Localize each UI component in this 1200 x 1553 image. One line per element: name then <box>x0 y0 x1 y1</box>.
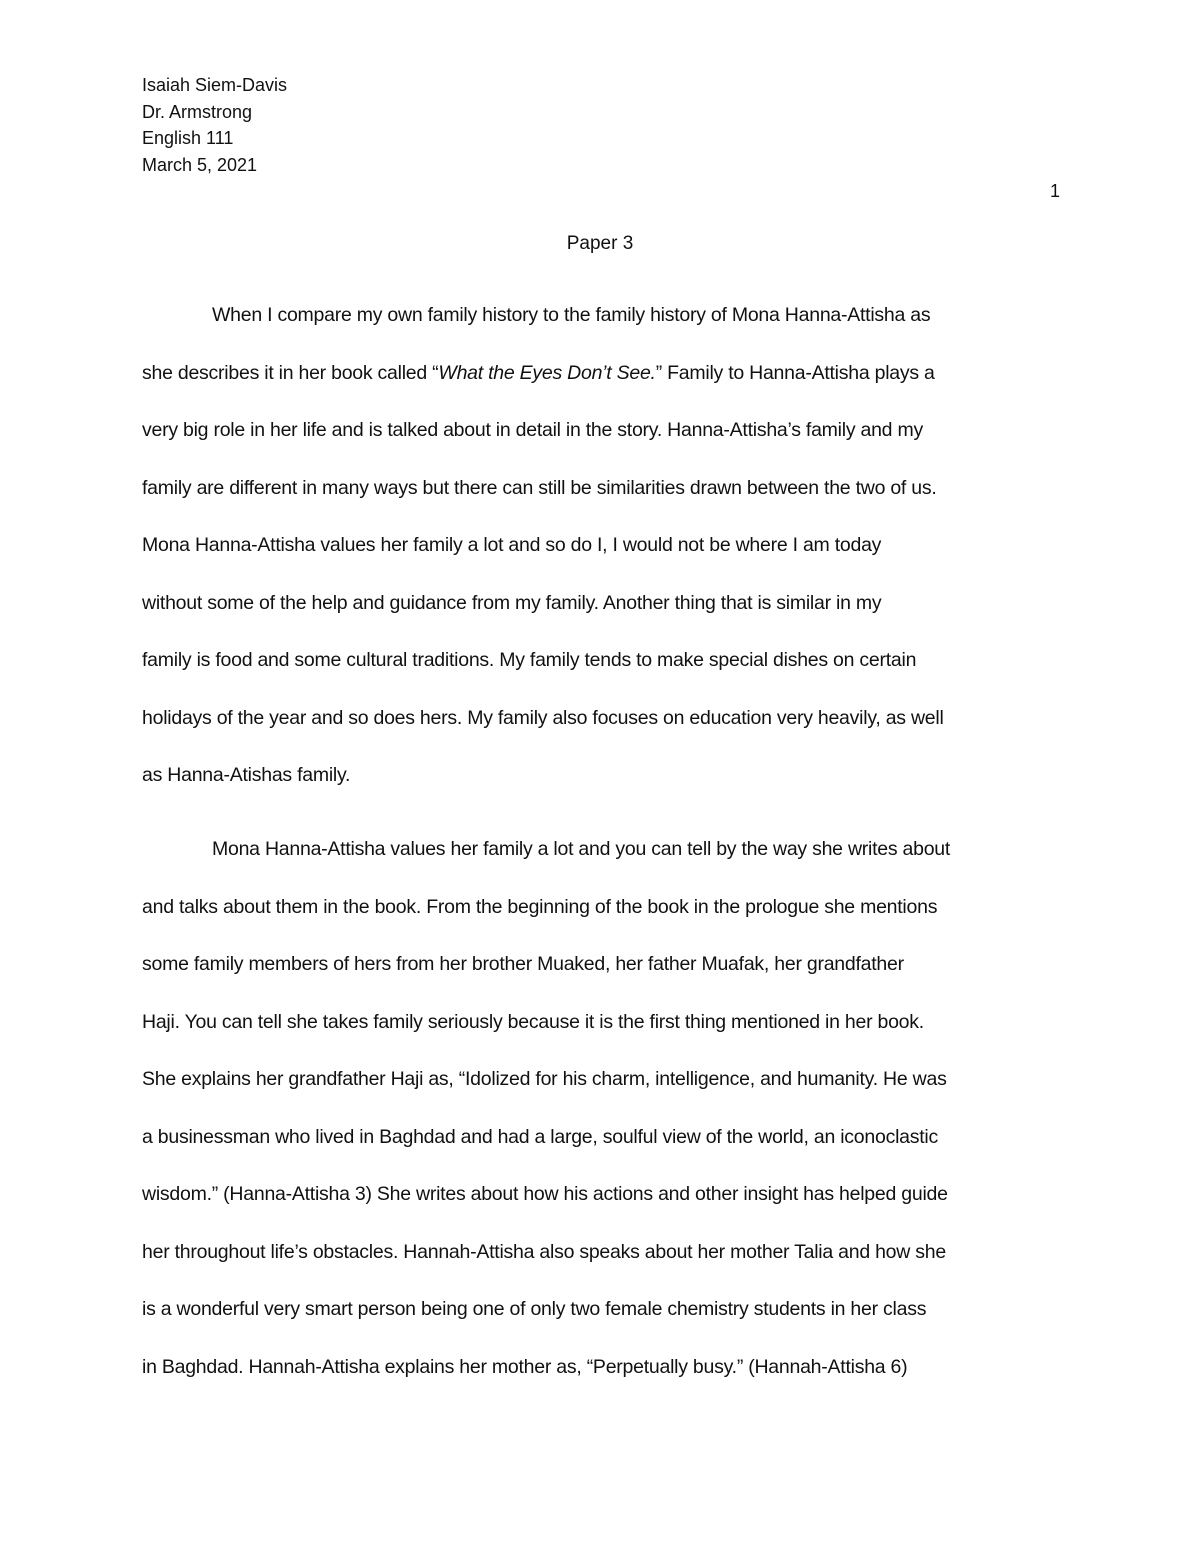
text-line: some family members of hers from her brother Muaked, her father Muafak, her grandfather <box>142 953 904 975</box>
text-line: wisdom.” (Hanna-Attisha 3) She writes about how his actions and other insight has helped guide <box>142 1183 948 1205</box>
mla-heading <box>142 72 287 178</box>
text-line: very big role in her life and is talked about in detail in the story. Hanna-Attisha’s family and my <box>142 419 923 441</box>
text-line: as Hanna-Atishas family. <box>142 764 351 786</box>
text-line: she describes it in her book called “What the Eyes Don’t See.” Family to Hanna-Attisha plays a <box>142 361 935 384</box>
text-line: without some of the help and guidance from my family. Another thing that is similar in my <box>142 591 882 614</box>
paper-title: Paper 3 <box>566 233 634 254</box>
text-line: family are different in many ways but there can still be similarities drawn between the two of us. <box>142 476 937 499</box>
text-line: in Baghdad. Hannah-Attisha explains her mother as, “Perpetually busy.” (Hannah-Attisha 6) <box>142 1355 908 1378</box>
text-line: Mona Hanna-Attisha values her family a lot and you can tell by the way she writes about <box>212 838 951 860</box>
text-line: holidays of the year and so does hers. My family also focuses on education very heavily, as well <box>142 706 944 729</box>
text-line: When I compare my own family history to the family history of Mona Hanna-Attisha as <box>212 304 931 326</box>
instructor-name: Dr. Armstrong <box>142 101 253 122</box>
course-name: English 111 <box>142 128 234 148</box>
text-line: is a wonderful very smart person being one of only two female chemistry students in her class <box>142 1298 927 1320</box>
text-line: and talks about them in the book. From the beginning of the book in the prologue she mentions <box>142 895 938 918</box>
book-title: What the Eyes Don’t See. <box>438 361 656 384</box>
page-number: 1 <box>1049 181 1060 201</box>
text-line: Haji. You can tell she takes family seriously because it is the first thing mentioned in her book. <box>142 1010 924 1033</box>
text-line: She explains her grandfather Haji as, “Idolized for his charm, intelligence, and humanity. He was <box>142 1068 947 1090</box>
text-line: a businessman who lived in Baghdad and had a large, soulful view of the world, an iconoclastic <box>142 1125 938 1148</box>
paper-date: March 5, 2021 <box>142 154 258 175</box>
text-line: her throughout life’s obstacles. Hannah-Attisha also speaks about her mother Talia and how she <box>142 1240 946 1263</box>
text-line: family is food and some cultural traditions. My family tends to make special dishes on certain <box>142 649 917 671</box>
author-name: Isaiah Siem-Davis <box>142 75 288 95</box>
text-line: Mona Hanna-Attisha values her family a lot and so do I, I would not be where I am today <box>142 534 882 556</box>
